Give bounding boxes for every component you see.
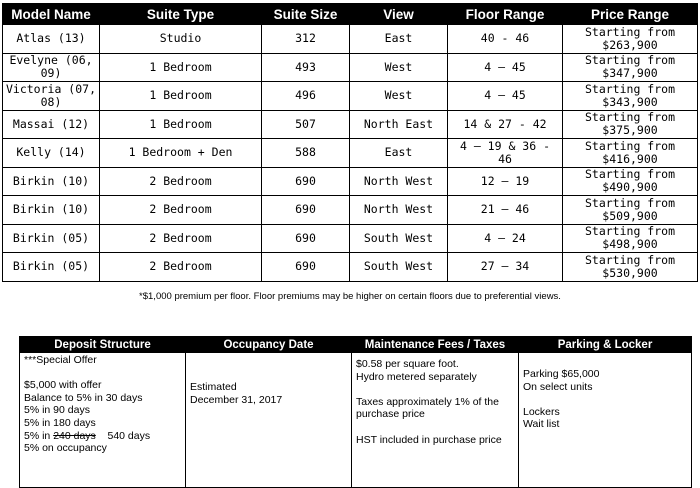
cell-price-range: Starting from $509,900 [563, 196, 698, 225]
header-floor-range: Floor Range [448, 4, 563, 25]
cell-view: South West [350, 253, 448, 282]
cell-view: North West [350, 167, 448, 196]
cell-suite-size: 507 [262, 110, 350, 139]
cell-view: South West [350, 224, 448, 253]
cell-price-range: Starting from $375,900 [563, 110, 698, 139]
table-row [3, 25, 698, 54]
cell-suite-type: 1 Bedroom [100, 53, 262, 82]
cell-model-name: Massai (12) [3, 110, 100, 139]
taxes-line-1: Taxes approximately 1% of the [356, 395, 499, 408]
maintenance-fees-cell [352, 353, 519, 488]
pricing-header-row [3, 4, 698, 25]
table-row [3, 224, 698, 253]
parking-locker-cell [519, 353, 692, 488]
occupancy-estimated: Estimated [190, 381, 237, 393]
cell-price-range: Starting from $530,900 [563, 253, 698, 282]
cell-suite-type: 2 Bedroom [100, 196, 262, 225]
cell-suite-size: 690 [262, 224, 350, 253]
maintenance-fee: $0.58 per square foot. [356, 358, 459, 370]
deposit-new-540-days: 540 days [107, 429, 151, 442]
special-offer-text: ***Special Offer [24, 354, 97, 366]
cell-suite-size: 496 [262, 82, 350, 111]
cell-suite-type: 1 Bedroom [100, 110, 262, 139]
cell-view: North West [350, 196, 448, 225]
cell-price-range: Starting from $347,900 [563, 53, 698, 82]
deposit-offer: $5,000 with offer [24, 379, 102, 392]
header-suite-size: Suite Size [262, 4, 350, 25]
parking-price: Parking $65,000 [523, 368, 600, 380]
cell-model-name: Atlas (13) [3, 25, 100, 54]
header-view: View [350, 4, 448, 25]
parking-note: On select units [523, 380, 593, 393]
occupancy-date: December 31, 2017 [190, 393, 283, 406]
occupancy-date-cell [186, 353, 352, 488]
taxes-line-2: purchase price [356, 408, 425, 421]
cell-suite-type: Studio [100, 25, 262, 54]
cell-suite-size: 690 [262, 167, 350, 196]
deposit-540-days [24, 430, 181, 443]
table-row [3, 110, 698, 139]
cell-price-range: Starting from $498,900 [563, 224, 698, 253]
table-row [3, 53, 698, 82]
cell-floor-range: 4 – 19 & 36 - 46 [448, 139, 563, 168]
suite-pricing-table [2, 3, 698, 282]
cell-model-name: Kelly (14) [3, 139, 100, 168]
deposit-structure-cell [20, 353, 186, 488]
cell-floor-range: 21 – 46 [448, 196, 563, 225]
table-row [3, 196, 698, 225]
cell-suite-type: 2 Bedroom [100, 167, 262, 196]
cell-view: North East [350, 110, 448, 139]
cell-view: West [350, 82, 448, 111]
header-price-range: Price Range [563, 4, 698, 25]
cell-model-name: Birkin (10) [3, 196, 100, 225]
hydro-note: Hydro metered separately [356, 370, 477, 383]
cell-suite-size: 690 [262, 253, 350, 282]
deposit-180-days: 5% in 180 days [24, 416, 96, 429]
cell-suite-type: 2 Bedroom [100, 224, 262, 253]
deposit-90-days: 5% in 90 days [24, 404, 90, 417]
cell-suite-type: 1 Bedroom + Den [100, 139, 262, 168]
cell-suite-size: 493 [262, 53, 350, 82]
table-row [3, 253, 698, 282]
deposit-struck-240-days: 240 days [53, 429, 96, 442]
header-deposit-structure: Deposit Structure [20, 337, 186, 353]
cell-view: East [350, 25, 448, 54]
header-suite-type: Suite Type [100, 4, 262, 25]
terms-row [20, 353, 692, 488]
cell-suite-type: 1 Bedroom [100, 82, 262, 111]
cell-model-name: Birkin (10) [3, 167, 100, 196]
deposit-balance: Balance to 5% in 30 days [24, 391, 143, 404]
terms-header-row [20, 337, 692, 353]
cell-model-name: Victoria (07, 08) [3, 82, 100, 111]
cell-floor-range: 4 – 24 [448, 224, 563, 253]
cell-suite-size: 690 [262, 196, 350, 225]
cell-floor-range: 40 - 46 [448, 25, 563, 54]
cell-model-name: Birkin (05) [3, 253, 100, 282]
table-row [3, 82, 698, 111]
cell-floor-range: 4 – 45 [448, 82, 563, 111]
cell-suite-type: 2 Bedroom [100, 253, 262, 282]
header-occupancy-date: Occupancy Date [186, 337, 352, 353]
cell-floor-range: 27 – 34 [448, 253, 563, 282]
cell-suite-size: 588 [262, 139, 350, 168]
cell-floor-range: 4 – 45 [448, 53, 563, 82]
cell-floor-range: 12 – 19 [448, 167, 563, 196]
cell-model-name: Evelyne (06, 09) [3, 53, 100, 82]
deposit-on-occupancy: 5% on occupancy [24, 442, 107, 455]
header-model-name: Model Name [3, 4, 100, 25]
cell-price-range: Starting from $263,900 [563, 25, 698, 54]
pricing-body [3, 25, 698, 282]
premium-footnote: *$1,000 premium per floor. Floor premiums may be higher on certain floors due to preferential views. [139, 291, 561, 302]
lockers-status: Wait list [523, 418, 560, 431]
cell-floor-range: 14 & 27 - 42 [448, 110, 563, 139]
deposit-540-prefix: 5% in [24, 429, 54, 442]
cell-view: East [350, 139, 448, 168]
header-maintenance-fees: Maintenance Fees / Taxes [352, 337, 519, 353]
table-row [3, 139, 698, 168]
cell-price-range: Starting from $343,900 [563, 82, 698, 111]
cell-price-range: Starting from $416,900 [563, 139, 698, 168]
cell-model-name: Birkin (05) [3, 224, 100, 253]
cell-view: West [350, 53, 448, 82]
lockers-label: Lockers [523, 405, 560, 418]
table-row [3, 167, 698, 196]
hst-note: HST included in purchase price [356, 433, 502, 446]
purchase-terms-table [19, 336, 692, 488]
cell-suite-size: 312 [262, 25, 350, 54]
cell-price-range: Starting from $490,900 [563, 167, 698, 196]
header-parking-locker: Parking & Locker [519, 337, 692, 353]
